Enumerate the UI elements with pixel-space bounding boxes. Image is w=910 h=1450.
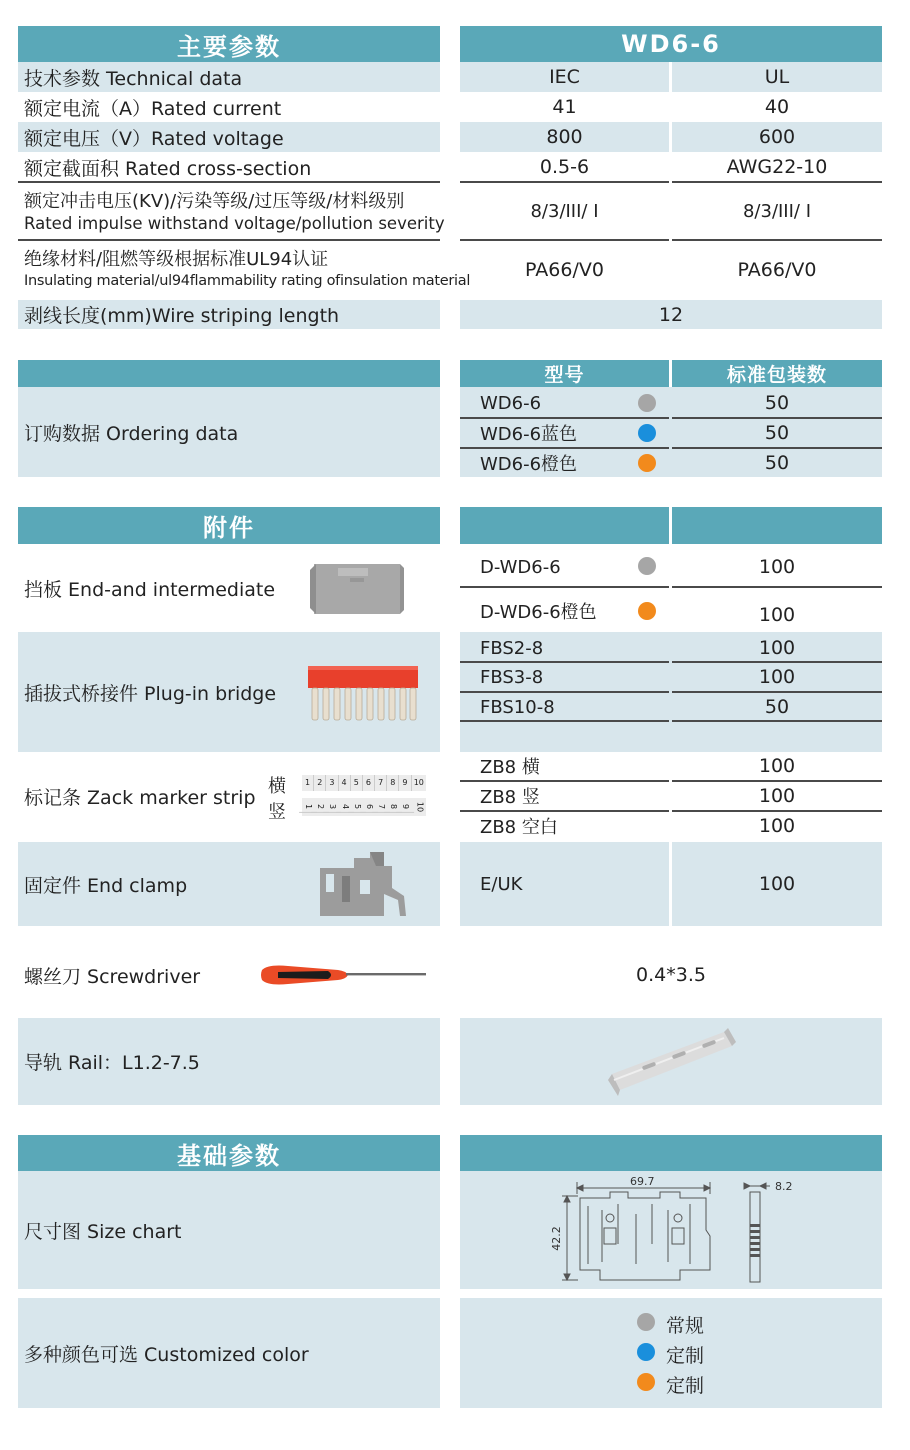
voltage-label: 额定电压（V）Rated voltage [18, 122, 440, 152]
cross-iec: 0.5-6 [539, 156, 590, 178]
accessories-header-pack [672, 507, 882, 544]
impulse-ul: 8/3/III/ I [742, 201, 812, 222]
ordering-model: WD6-6蓝色 [480, 424, 578, 445]
marker-number: 7 [372, 801, 390, 813]
end-clamp-image [314, 850, 414, 920]
strip-value: 12 [460, 300, 882, 329]
marker-number: 4 [336, 801, 354, 813]
bridge-model: FBS10-8 [480, 696, 555, 718]
ordering-model: WD6-6橙色 [480, 454, 578, 475]
marker-v-label: 竖 [268, 802, 286, 823]
marker-number: 2 [311, 801, 329, 813]
size-height-label: 42.2 [549, 1226, 563, 1251]
marker-label: 标记条 Zack marker strip [24, 786, 256, 809]
marker-number: 8 [387, 775, 399, 791]
cross-ul: AWG22-10 [726, 156, 828, 178]
basic-header-right [460, 1135, 882, 1171]
bridge-model: FBS3-8 [480, 666, 544, 688]
marker-strip-horizontal [302, 775, 426, 791]
cross-label: 额定截面积 Rated cross-section [24, 157, 312, 180]
marker-model: ZB8 竖 [480, 787, 540, 808]
accessories-header [18, 507, 440, 544]
end-plate-model: D-WD6-6橙色 [480, 602, 597, 623]
orange-dot-icon [638, 602, 656, 620]
marker-number: 4 [339, 775, 351, 791]
screwdriver-label: 螺丝刀 Screwdriver [24, 965, 201, 988]
ordering-qty: 50 [764, 422, 790, 444]
rail-label: 导轨 Rail：L1.2-7.5 [18, 1018, 440, 1105]
marker-number: 6 [360, 801, 378, 813]
impulse-label-cn: 额定冲击电压(KV)/污染等级/过压等级/材料级别 [24, 191, 405, 212]
accessories-header-model [460, 507, 669, 544]
marker-number: 10 [413, 778, 424, 787]
basic-header [18, 1135, 440, 1171]
end-plate-label: 挡板 End-and intermediate [24, 578, 276, 601]
marker-number: 3 [326, 775, 338, 791]
marker-number: 7 [375, 775, 387, 791]
insul-ul: PA66/V0 [737, 258, 817, 281]
model-header [460, 26, 882, 62]
insul-label [18, 241, 471, 298]
end-plate-qty: 100 [758, 556, 796, 578]
marker-h-label: 横 [268, 776, 286, 797]
marker-number: 10 [414, 801, 424, 813]
blue-dot-icon [637, 1343, 655, 1361]
bridge-qty: 100 [758, 666, 796, 688]
marker-number: 6 [363, 775, 375, 791]
accessories-title: 附件 [203, 514, 255, 542]
marker-qty: 100 [758, 755, 796, 777]
insul-label-cn: 绝缘材料/阻燃等级根据标准UL94认证 [24, 249, 329, 270]
ordering-header-left [18, 360, 440, 387]
current-iec: 41 [552, 96, 577, 118]
basic-title: 基础参数 [177, 1141, 281, 1170]
marker-number: 3 [323, 801, 341, 813]
end-plate-image [308, 558, 406, 620]
orange-dot-icon [637, 1373, 655, 1391]
marker-qty: 100 [758, 815, 796, 837]
gray-dot-icon [638, 394, 656, 412]
screwdriver-value: 0.4*3.5 [636, 964, 706, 986]
marker-model: ZB8 横 [480, 757, 540, 778]
bridge-label: 插拔式桥接件 Plug-in bridge [24, 682, 277, 705]
clamp-model: E/UK [460, 842, 669, 926]
bridge-model: FBS2-8 [480, 637, 544, 659]
marker-model: ZB8 空白 [480, 817, 558, 838]
insul-iec: PA66/V0 [525, 258, 604, 281]
ordering-qty: 50 [764, 392, 790, 414]
marker-number: 1 [302, 775, 314, 791]
color-option-text: 常规 [666, 1315, 705, 1337]
insul-label-en: Insulating material/ul94flammability rating ofinsulation material [24, 273, 471, 289]
clamp-qty: 100 [672, 842, 882, 926]
end-plate-qty: 100 [758, 604, 796, 626]
size-width-label: 69.7 [630, 1175, 655, 1188]
ordering-model: WD6-6 [480, 392, 542, 414]
bridge-qty: 50 [764, 696, 790, 718]
marker-number: 9 [399, 775, 411, 791]
size-chart-label: 尺寸图 Size chart [18, 1171, 440, 1289]
ordering-col-model: 型号 [460, 360, 669, 387]
divider [460, 586, 669, 588]
ordering-qty: 50 [764, 452, 790, 474]
gray-dot-icon [637, 1313, 655, 1331]
current-label: 额定电流（A）Rated current [24, 97, 282, 120]
current-ul: 40 [764, 96, 790, 118]
marker-number: 1 [299, 801, 317, 813]
marker-number: 2 [314, 775, 326, 791]
gray-dot-icon [638, 557, 656, 575]
divider [460, 720, 669, 722]
marker-number: 5 [351, 775, 363, 791]
color-option-text: 定制 [666, 1345, 705, 1367]
marker-strip-vertical [302, 798, 426, 816]
main-title-header [18, 26, 440, 62]
orange-dot-icon [638, 454, 656, 472]
size-chart-drawing [540, 1174, 810, 1286]
strip-label: 剥线长度(mm)Wire striping length [18, 300, 440, 329]
blue-dot-icon [638, 424, 656, 442]
tech-ul: UL [672, 62, 882, 92]
impulse-label-en: Rated impulse withstand voltage/pollution severity [24, 214, 445, 233]
voltage-ul: 600 [672, 122, 882, 152]
ordering-col-pack: 标准包装数 [672, 360, 882, 387]
model-title: WD6-6 [621, 30, 721, 58]
marker-number: 9 [396, 801, 414, 813]
voltage-iec: 800 [460, 122, 669, 152]
bridge-qty: 100 [758, 637, 796, 659]
ordering-label: 订购数据 Ordering data [18, 387, 440, 477]
screwdriver-image [258, 958, 430, 992]
plug-in-bridge-image [306, 664, 420, 724]
marker-qty: 100 [758, 785, 796, 807]
main-title: 主要参数 [177, 32, 281, 61]
divider [672, 720, 882, 722]
size-thickness-label: 8.2 [775, 1180, 793, 1193]
tech-iec: IEC [460, 62, 669, 92]
color-option-text: 定制 [666, 1375, 705, 1397]
marker-number: 8 [384, 801, 402, 813]
divider [672, 586, 882, 588]
marker-number: 5 [348, 801, 366, 813]
impulse-label [18, 183, 445, 240]
din-rail-image [606, 1024, 738, 1100]
impulse-iec: 8/3/III/ I [530, 201, 599, 222]
end-plate-model: D-WD6-6 [480, 556, 561, 578]
colors-label: 多种颜色可选 Customized color [18, 1298, 440, 1408]
clamp-label: 固定件 End clamp [24, 874, 188, 897]
tech-label: 技术参数 Technical data [18, 62, 440, 92]
